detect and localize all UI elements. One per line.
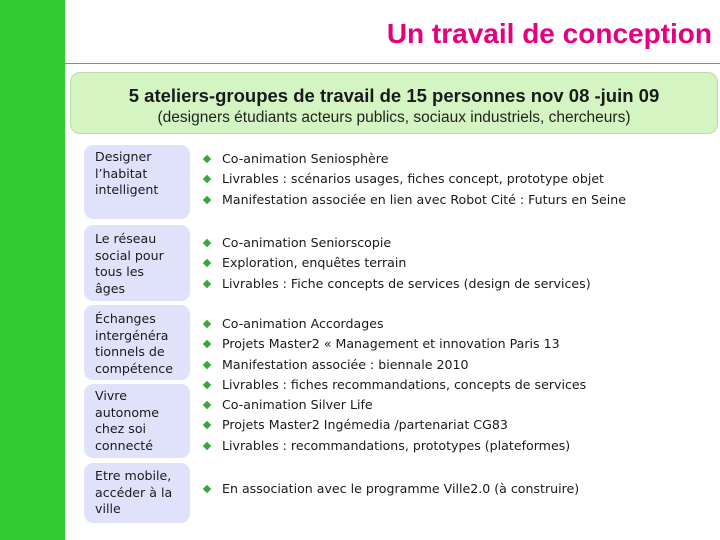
bullet-list-mobile [222,479,579,499]
diamond-bullet-icon [203,360,211,368]
bullet-list-echanges-vivre [222,314,586,456]
workshop-box-mobile [84,463,190,523]
slide-title: Un travail de conception [386,18,712,49]
workshop-line: Designer [95,149,152,164]
banner [70,72,718,134]
workshop-line: intergénéra [95,327,169,343]
workshop-box-reseau [84,225,190,301]
list-item: Co-animation Seniorscopie [222,233,591,253]
workshop-line: accéder à la [95,484,173,500]
workshop-line: connecté [95,437,153,453]
diamond-bullet-icon [203,340,211,348]
workshop-line: Échanges [95,311,156,326]
workshop-line: compétence [95,360,173,376]
list-item: Manifestation associée : biennale 2010 [222,355,586,375]
diamond-bullet-icon [203,239,211,247]
workshop-box-echanges [84,305,190,380]
workshop-line: intelligent [95,182,159,197]
banner-main-text: 5 ateliers-groupes de travail de 15 personnes nov 08 -juin 09 [128,85,660,106]
diamond-bullet-icon [203,485,211,493]
workshop-line: social pour [95,247,164,263]
list-item: Co-animation Silver Life [222,395,586,415]
diamond-bullet-icon [203,320,211,328]
workshop-line: Vivre [95,388,127,403]
diamond-bullet-icon [203,155,211,163]
list-item: Livrables : Fiche concepts de services (design de services) [222,274,591,294]
bullet-list-reseau [222,233,591,294]
diamond-bullet-icon [203,421,211,429]
list-item: Projets Master2 « Management et innovation Paris 13 [222,334,586,354]
workshop-box-vivre [84,384,190,458]
diamond-bullet-icon [203,401,211,409]
diamond-bullet-icon [203,175,211,183]
list-item: Livrables : scénarios usages, fiches concept, prototype objet [222,169,626,189]
green-sidebar-band [0,0,65,540]
workshop-box-habitat [84,145,190,219]
diamond-bullet-icon [203,195,211,203]
diamond-bullet-icon [203,259,211,267]
bullet-list-habitat [222,149,626,210]
workshop-line: âges [95,280,126,296]
diamond-bullet-icon [203,442,211,450]
workshop-line: Le réseau [95,231,157,246]
workshop-line: tionnels de [95,344,165,359]
workshop-line: autonome [95,404,160,420]
title-divider [65,63,720,64]
banner-sub-text: (designers étudiants acteurs publics, sociaux industriels, chercheurs) [157,109,631,126]
list-item: Co-animation Seniosphère [222,149,626,169]
list-item: Manifestation associée en lien avec Robot Cité : Futurs en Seine [222,190,626,210]
workshop-line: l’habitat [95,165,148,181]
list-item: Co-animation Accordages [222,314,586,334]
diamond-bullet-icon [203,279,211,287]
diamond-bullet-icon [203,381,211,389]
list-item: Projets Master2 Ingémedia /partenariat CG83 [222,415,586,435]
list-item: Livrables : fiches recommandations, concepts de services [222,375,586,395]
list-item: Exploration, enquêtes terrain [222,253,591,273]
workshop-line: tous les [95,264,144,279]
workshop-line: Etre mobile, [95,468,172,483]
workshop-line: ville [95,501,121,516]
list-item: En association avec le programme Ville2.0 (à construire) [222,479,579,499]
list-item: Livrables : recommandations, prototypes (plateformes) [222,436,586,456]
workshop-line: chez soi [95,421,147,436]
